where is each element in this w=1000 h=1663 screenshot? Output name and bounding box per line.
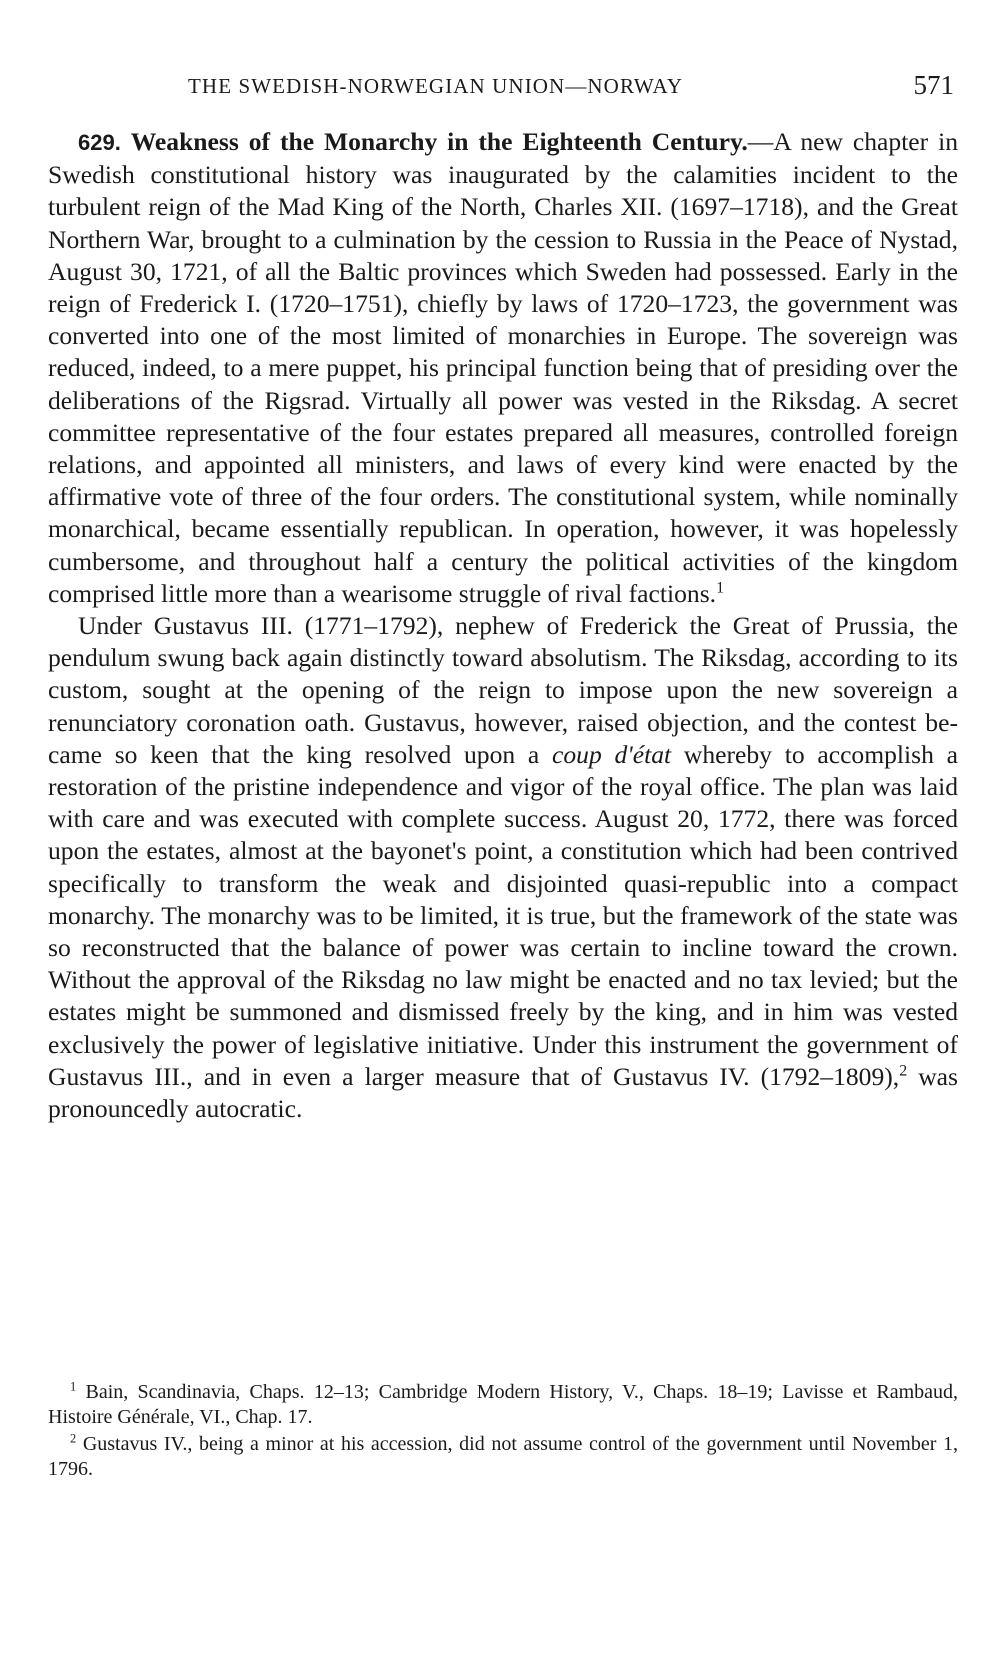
paragraph-2 [48, 610, 958, 1125]
footnotes [48, 1380, 958, 1484]
section-title: Weakness of the Monarchy in the Eighteenth Century. [130, 127, 748, 156]
footnote-1 [48, 1380, 958, 1430]
paragraph-2-text-a: Under Gustavus III. (1771–1792), nephew of Frederick the Great of Prussia, the pendulum swung back again distinctly toward absolutism. The Riksdag, according to its custom, sought at the opening of the reign to impose upon the new sovereign a renunciatory coronation oath. Gustavus, however, raised objection, and the contest became so keen that the king resolved upon a [48, 611, 958, 769]
paragraph-2-text-c: was pronouncedly autocratic. [48, 1061, 958, 1124]
footnote-text-2: Gustavus IV., being a minor at his accession, did not assume control of the government until November 1, 1796. [48, 1433, 958, 1480]
paragraph-1-text: —A new chapter in Swedish constitutional history was inaugurated by the calamities incident to the turbulent reign of the Mad King of the North, Charles XII. (1697–1718), and the Great Northern War, brought to a culmination by the cession to Russia in the Peace of Nystad, August 30, 1721, of all the Baltic provinces which Sweden had possessed. Early in the reign of Frederick I. (1720–1751), chiefly by laws of 1720–1723, the government was converted into one of the most limited of monarchies in Europe. The sovereign was reduced, indeed, to a mere puppet, his principal function being that of presiding over the deliberations of the Rigsrad. Virtually all power was vested in the Riksdag. A secret committee representative of the four estates prepared all measures, controlled foreign relations, and appointed all ministers, and laws of every kind were enacted by the affirmative vote of three of the four orders. The constitutional system, while nominally monarchical, became essentially republican. In operation, however, it was hopelessly cumbersome, and throughout half a century the political activities of the kingdom comprised little more than a wearisome struggle of rival factions. [48, 127, 959, 608]
body-text [48, 126, 958, 1125]
footnote-ref-2: 2 [899, 1062, 908, 1080]
paragraph-2-text-b: whereby to accomplish a restoration of the pristine independence and vigor of the royal office. The plan was laid with care and was executed with complete success. August 20, 1772, there was forced upon the estates, almost at the bayonet's point, a constitution which had been contrived specifically to transform the weak and disjointed quasi-republic into a compact monarchy. The monarchy was to be limited, it is true, but the framework of the state was so reconstructed that the balance of power was certain to incline toward the crown. Without the approval of the Riksdag no law might be enacted and no tax levied; but the estates might be summoned and dismissed freely by the king, and in him was vested exclusively the power of legislative initiative. Under this instrument the government of Gustavus III., and in even a larger measure that of Gustavus IV. (1792–1809), [48, 739, 958, 1091]
footnote-mark-1: 1 [70, 1379, 77, 1394]
footnote-mark-2: 2 [70, 1431, 77, 1446]
footnote-text-1: Bain, Scandinavia, Chaps. 12–13; Cambridge Modern History, V., Chaps. 18–19; Lavisse et Rambaud, Histoire Générale, VI., Chap. 17. [48, 1381, 958, 1428]
book-page [48, 0, 958, 1663]
paragraph-1 [48, 126, 958, 610]
running-head [48, 70, 958, 110]
page-number: 571 [913, 70, 954, 100]
running-head-title: THE SWEDISH-NORWEGIAN UNION—NORWAY [188, 74, 684, 98]
section-number: 629. [78, 130, 121, 155]
coup-detat-italic: coup d'état [552, 739, 672, 769]
footnote-ref-1: 1 [716, 579, 725, 597]
footnote-2 [48, 1432, 958, 1482]
